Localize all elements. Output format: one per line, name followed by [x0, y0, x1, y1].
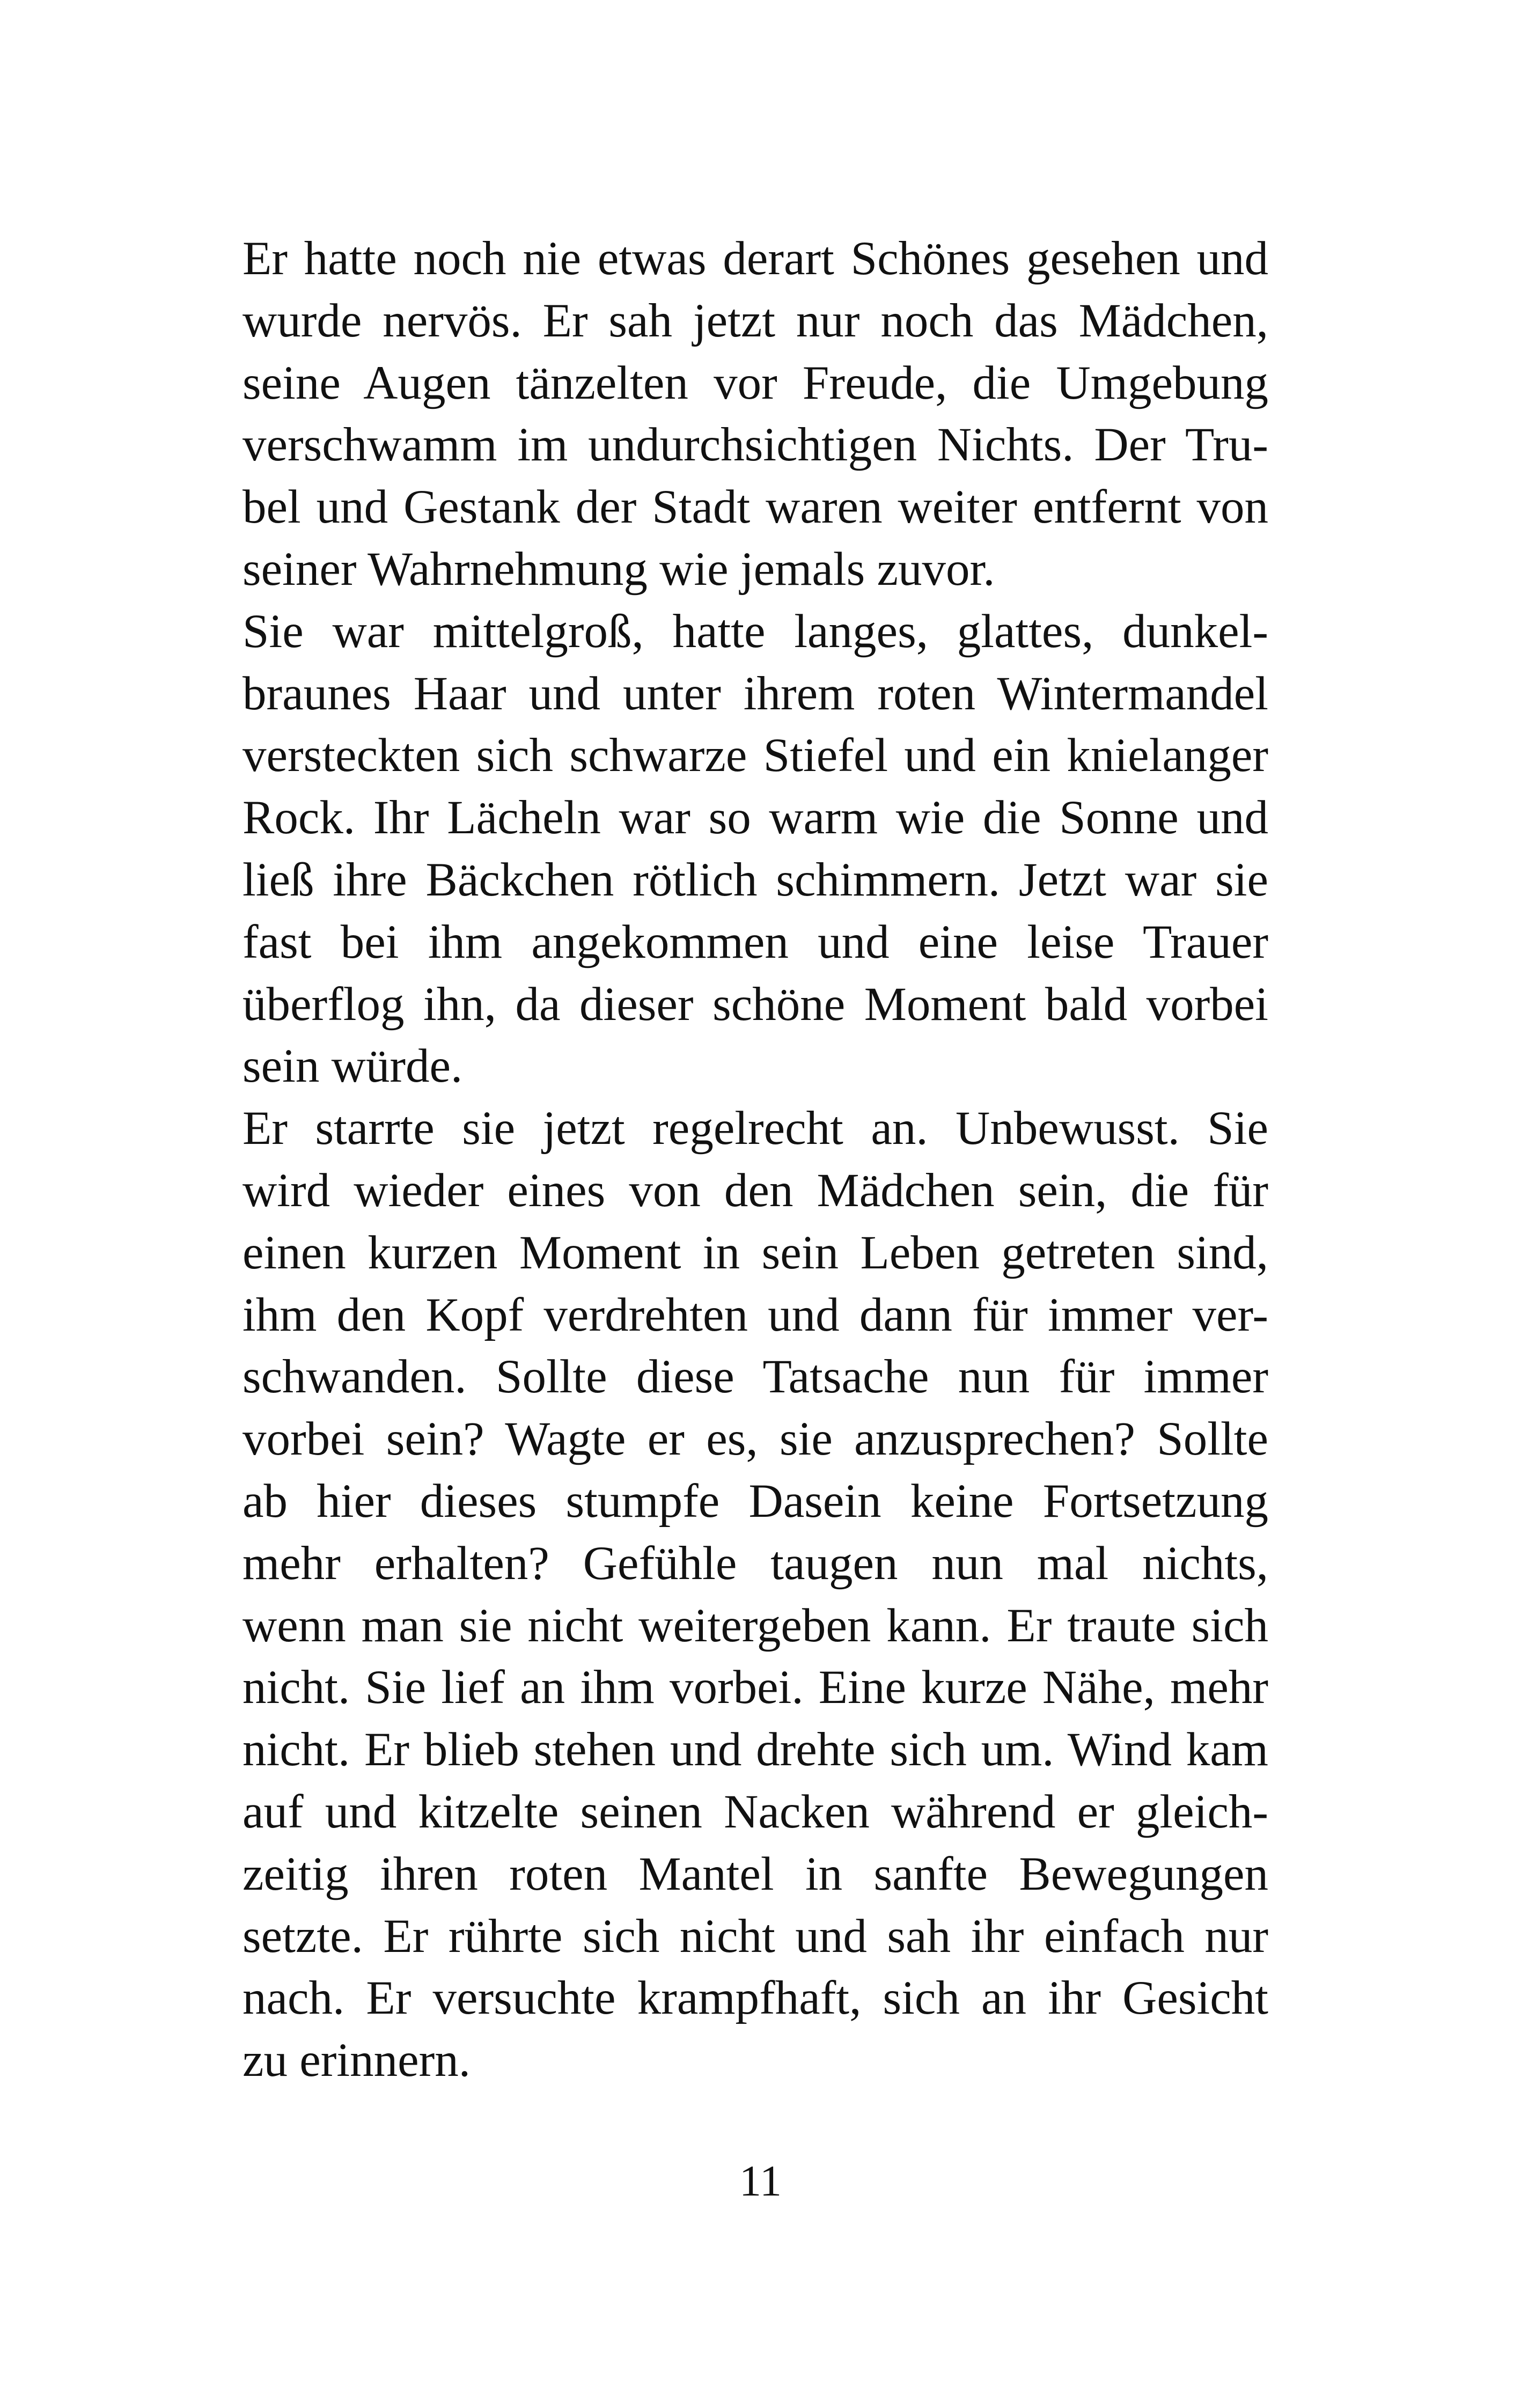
text-line: Rock. Ihr Lächeln war so warm wie die Sonne und	[243, 791, 1268, 845]
page-number: 11	[739, 2156, 782, 2205]
text-line: einen kurzen Moment in sein Leben getreten sind,	[243, 1226, 1268, 1279]
text-line: wurde nervös. Er sah jetzt nur noch das Mädchen,	[243, 294, 1268, 347]
text-line: Er hatte noch nie etwas derart Schönes gesehen und	[243, 232, 1268, 285]
text-line: nicht. Er blieb stehen und drehte sich um. Wind kam	[243, 1723, 1268, 1776]
text-line: wenn man sie nicht weitergeben kann. Er traute sich	[243, 1599, 1268, 1652]
text-line: braunes Haar und unter ihrem roten Wintermandel	[243, 667, 1268, 720]
text-line: ab hier dieses stumpfe Dasein keine Fortsetzung	[243, 1474, 1268, 1528]
text-line: nicht. Sie lief an ihm vorbei. Eine kurze Nähe, mehr	[243, 1661, 1268, 1714]
text-line: schwanden. Sollte diese Tatsache nun für immer	[243, 1350, 1268, 1404]
text-line: Sie war mittelgroß, hatte langes, glattes, dunkel-	[243, 605, 1268, 658]
text-line: nach. Er versuchte krampfhaft, sich an ihr Gesicht	[243, 1972, 1268, 2025]
text-line: überflog ihn, da dieser schöne Moment bald vorbei	[243, 978, 1268, 1031]
text-line: seine Augen tänzelten vor Freude, die Umgebung	[243, 356, 1268, 409]
text-line: mehr erhalten? Gefühle taugen nun mal nichts,	[243, 1537, 1268, 1590]
text-line: seiner Wahrnehmung wie jemals zuvor.	[243, 542, 995, 596]
text-line: fast bei ihm angekommen und eine leise Trauer	[243, 915, 1268, 968]
body-text	[243, 228, 1268, 2092]
text-line: zu erinnern.	[243, 2034, 471, 2087]
text-line: Er starrte sie jetzt regelrecht an. Unbewusst. Sie	[243, 1102, 1268, 1155]
text-line: sein würde.	[243, 1040, 463, 1093]
text-line: ihm den Kopf verdrehten und dann für immer ver-	[243, 1288, 1268, 1341]
text-line: versteckten sich schwarze Stiefel und ein knielanger	[243, 729, 1268, 782]
text-line: wird wieder eines von den Mädchen sein, die für	[243, 1164, 1268, 1217]
text-line: zeitig ihren roten Mantel in sanfte Bewegungen	[243, 1847, 1268, 1900]
text-line: auf und kitzelte seinen Nacken während er gleich-	[243, 1785, 1268, 1838]
text-line: vorbei sein? Wagte er es, sie anzusprechen? Sollte	[243, 1413, 1268, 1466]
text-line: verschwamm im undurchsichtigen Nichts. Der Tru-	[243, 419, 1268, 472]
text-line: bel und Gestank der Stadt waren weiter entfernt von	[243, 481, 1268, 534]
text-line: ließ ihre Bäckchen rötlich schimmern. Jetzt war sie	[243, 853, 1268, 906]
text-line: setzte. Er rührte sich nicht und sah ihr einfach nur	[243, 1910, 1268, 1963]
